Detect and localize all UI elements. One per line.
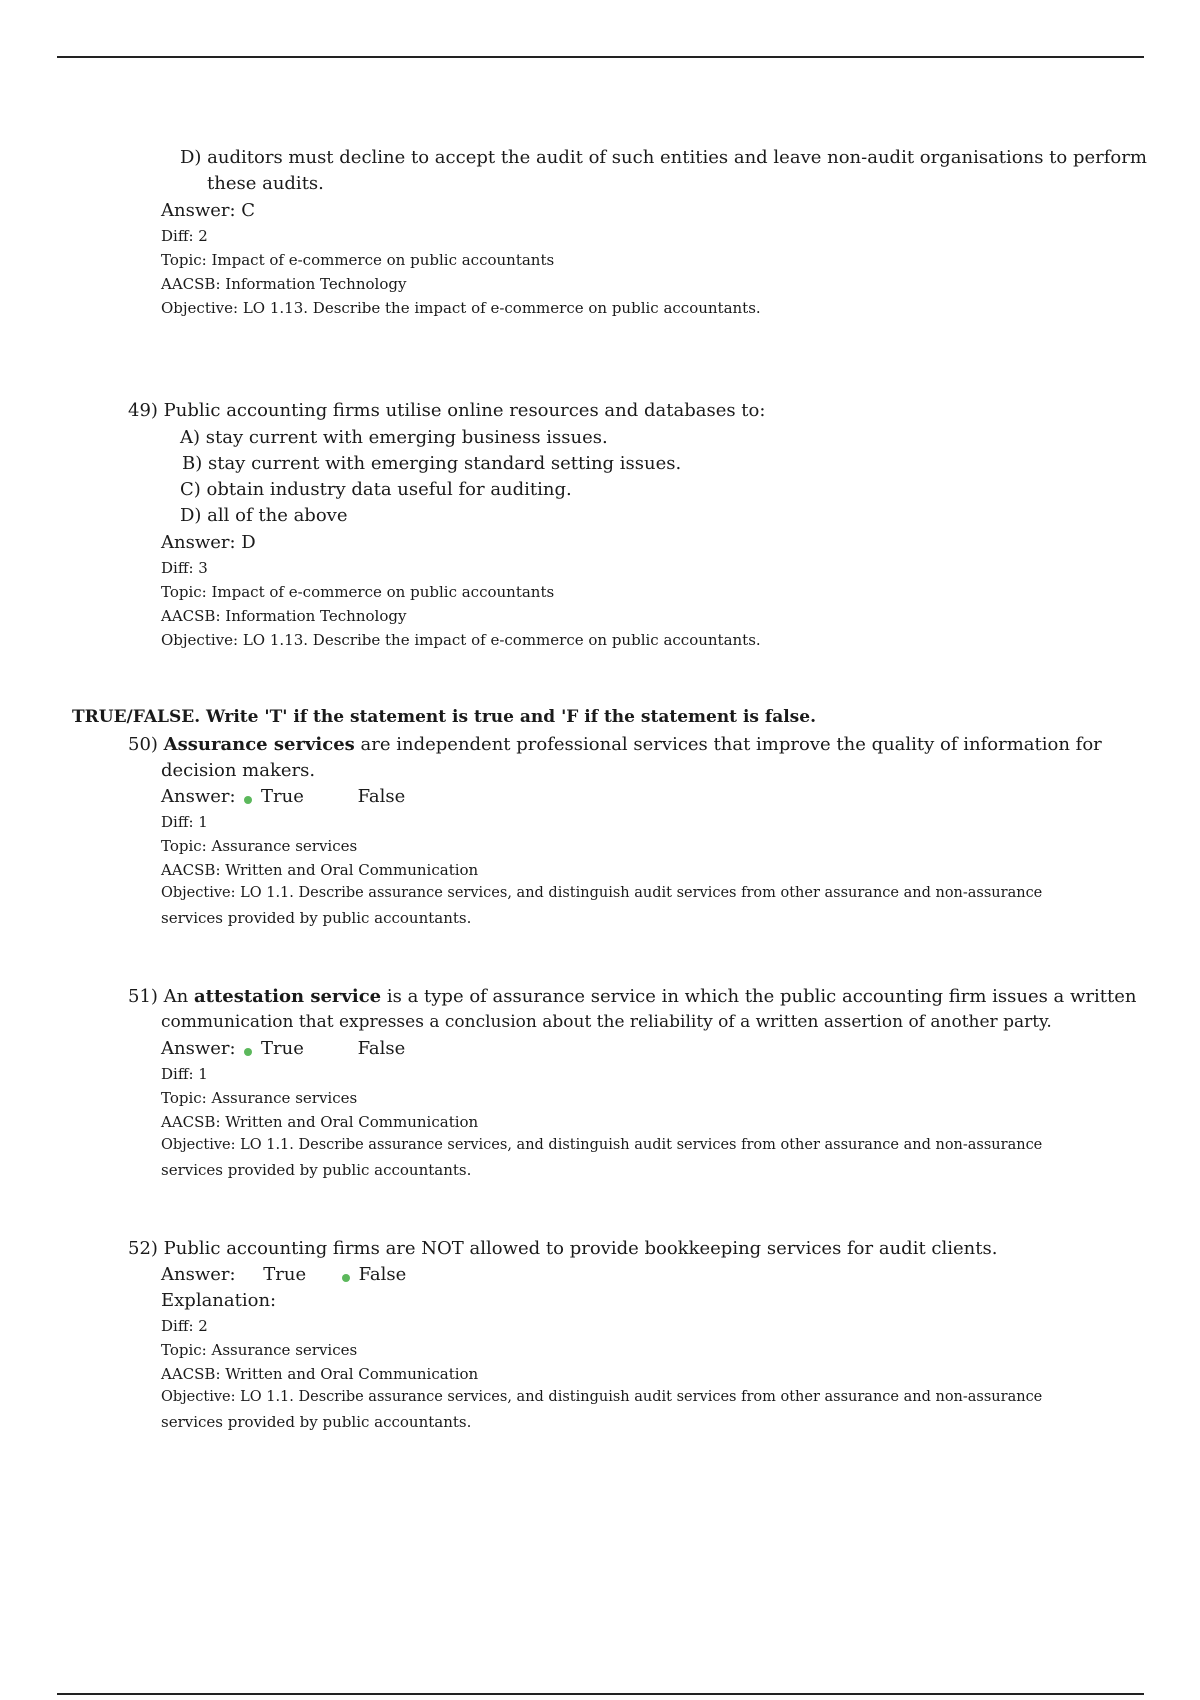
q51-term: attestation service [193,986,382,1007]
q51-objective-line1: Objective: LO 1.1. Describe assurance services, and distinguish audit services from other assurance and non-assurance [161,1137,1043,1153]
q49-option-a: A) stay current with emerging business issues. [180,427,608,448]
q51-false-option: False [357,1038,406,1059]
header-rule [57,56,1144,58]
q49-objective: Objective: LO 1.13. Describe the impact of e-commerce on public accountants. [161,631,761,649]
q50-answer-row [161,786,405,807]
q52-question: 52) Public accounting firms are NOT allowed to provide bookkeeping services for audit clients. [128,1238,998,1259]
q50-aacsb: AACSB: Written and Oral Communication [161,861,479,879]
q51-objective-line2: services provided by public accountants. [161,1161,472,1179]
q50-number: 50) [128,734,164,755]
q50-objective-line2: services provided by public accountants. [161,909,472,927]
q52-objective-line2: services provided by public accountants. [161,1413,472,1431]
q48-diff: Diff: 2 [161,227,208,245]
q51-diff: Diff: 1 [161,1065,208,1083]
q52-topic: Topic: Assurance services [161,1341,358,1359]
q50-true-option: True [261,786,304,807]
q52-objective-line1: Objective: LO 1.1. Describe assurance services, and distinguish audit services from other assurance and non-assurance [161,1389,1043,1405]
q51-number: 51) An [128,986,194,1007]
selected-answer-icon [244,1048,252,1056]
q50-answer-label: Answer: [161,786,236,807]
q52-true-option: True [263,1264,307,1285]
q49-question: 49) Public accounting firms utilise online resources and databases to: [128,400,766,421]
q51-answer-row [161,1038,405,1059]
q48-objective: Objective: LO 1.13. Describe the impact of e-commerce on public accountants. [161,299,761,317]
q50-question-line1 [128,734,1102,755]
q50-topic: Topic: Assurance services [161,837,358,855]
q50-false-option: False [357,786,406,807]
q48-topic: Topic: Impact of e-commerce on public accountants [161,251,555,269]
q50-text: are independent professional services that improve the quality of information for [354,734,1102,755]
q52-answer-label: Answer: [161,1264,236,1285]
q48-option-d-line1: D) auditors must decline to accept the audit of such entities and leave non-audit organisations to perform [180,147,1147,168]
q49-option-b: B) stay current with emerging standard setting issues. [182,453,682,474]
q51-topic: Topic: Assurance services [161,1089,358,1107]
q49-aacsb: AACSB: Information Technology [161,607,407,625]
q52-diff: Diff: 2 [161,1317,208,1335]
q50-question-line2: decision makers. [161,760,316,781]
q52-aacsb: AACSB: Written and Oral Communication [161,1365,479,1383]
q49-option-c: C) obtain industry data useful for auditing. [180,479,572,500]
q50-objective-line1: Objective: LO 1.1. Describe assurance services, and distinguish audit services from other assurance and non-assurance [161,885,1043,901]
q48-answer: Answer: C [161,200,256,221]
q48-option-d-line2: these audits. [207,173,324,194]
section-heading: TRUE/FALSE. Write 'T' if the statement is true and 'F if the statement is false. [72,707,816,727]
q51-true-option: True [261,1038,304,1059]
q51-answer-label: Answer: [161,1038,236,1059]
q51-text: is a type of assurance service in which the public accounting firm issues a written [381,986,1137,1007]
q49-diff: Diff: 3 [161,559,208,577]
q48-aacsb: AACSB: Information Technology [161,275,407,293]
selected-answer-icon [342,1274,350,1282]
q51-question-line2: communication that expresses a conclusion about the reliability of a written assertion of another party. [161,1012,1052,1032]
q49-topic: Topic: Impact of e-commerce on public accountants [161,583,555,601]
q51-question-line1 [128,986,1136,1007]
q49-answer: Answer: D [161,532,256,553]
q52-false-option: False [358,1264,407,1285]
q50-term: Assurance services [163,734,355,755]
q51-aacsb: AACSB: Written and Oral Communication [161,1113,479,1131]
q49-option-d: D) all of the above [180,505,348,526]
q50-diff: Diff: 1 [161,813,208,831]
footer-rule [57,1693,1144,1695]
q52-explanation: Explanation: [161,1290,277,1311]
q52-answer-row [161,1264,406,1285]
selected-answer-icon [244,796,252,804]
